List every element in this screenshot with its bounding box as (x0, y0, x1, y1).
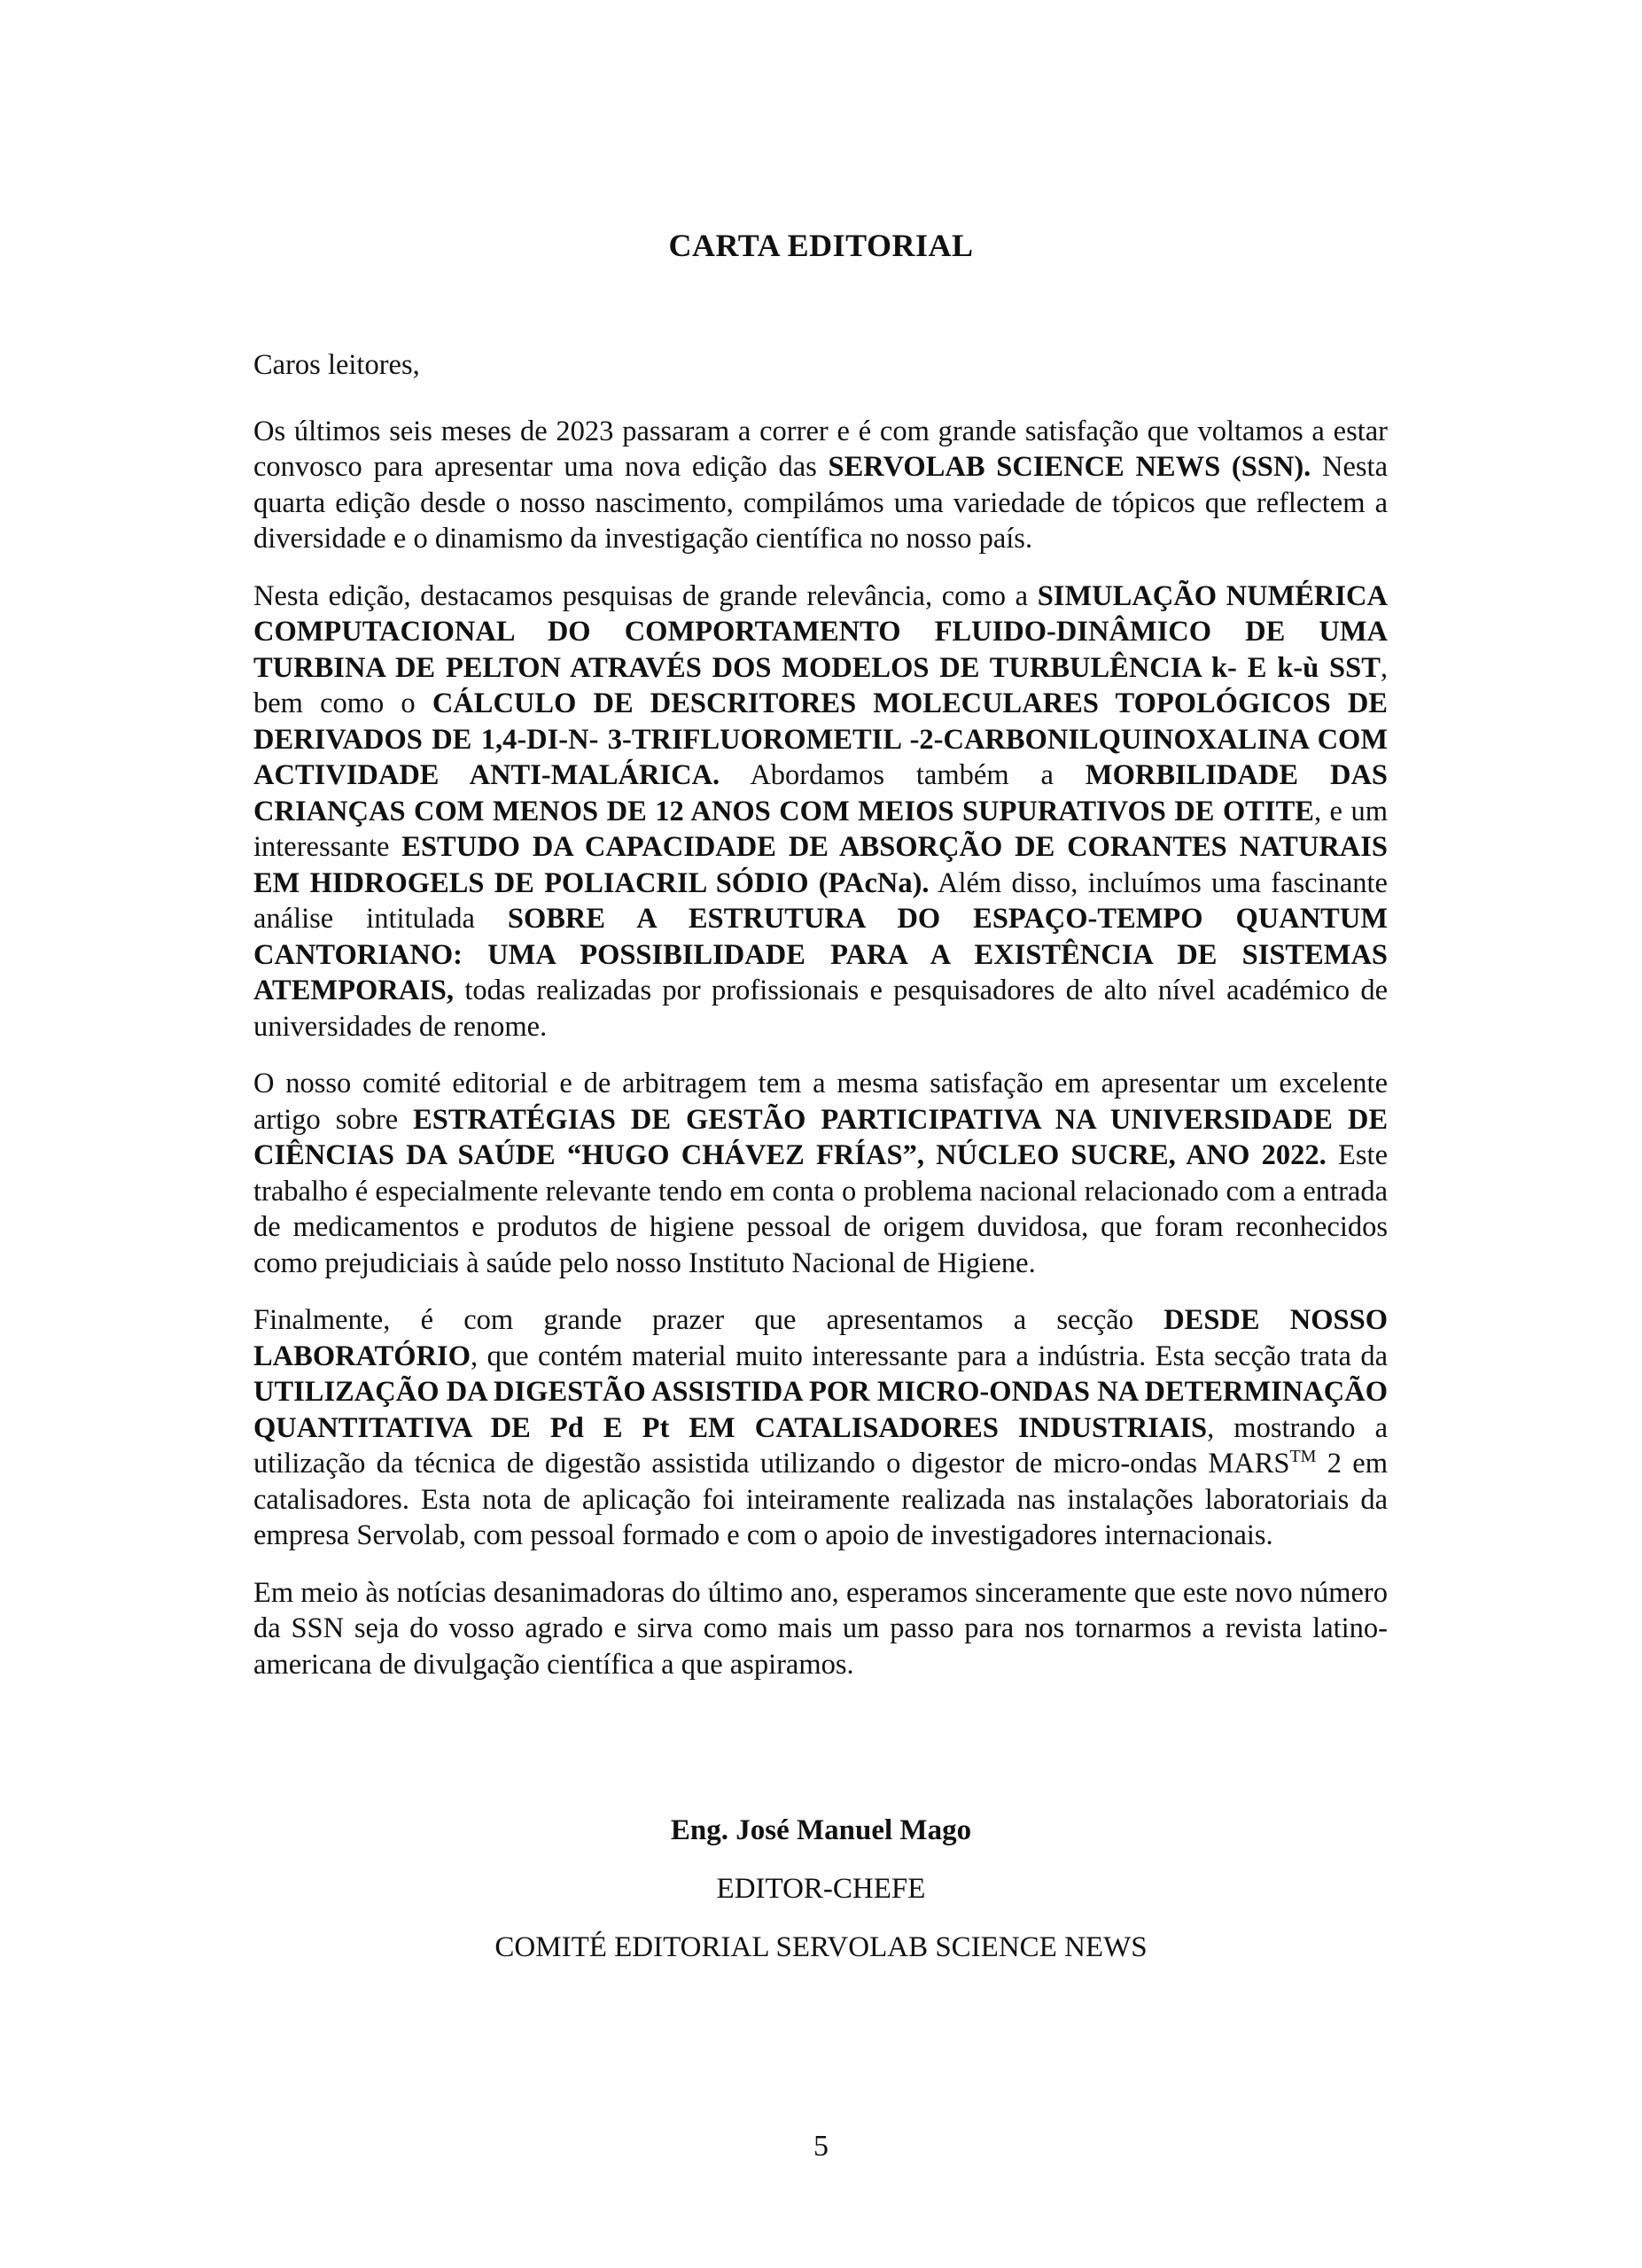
paragraph-laboratory (253, 1302, 1388, 1554)
letter-body (253, 347, 1388, 1704)
signature-name: Eng. José Manuel Mago (670, 1814, 972, 1846)
bold-run: SERVOLAB SCIENCE NEWS (SSN). (828, 451, 1311, 483)
trademark-superscript: TM (1289, 1447, 1317, 1467)
text-run: 2 em catalisadores. Esta nota de aplicação foi inteiramente realizada nas instalações laboratoriais da empresa Servolab, com pessoal formado e com o apoio de investigadores internacionais. (253, 1448, 1388, 1551)
salutation: Caros leitores, (253, 349, 420, 381)
text-run: Nesta quarta edição desde o nosso nascimento, compilámos uma variedade de tópicos que reflectem a diversidade e o dinamismo da investigação científica no nosso país. (253, 451, 1389, 555)
text-run: Nesta edição, destacamos pesquisas de grande relevância, como a (253, 579, 1038, 612)
text-run: O nosso comité editorial e de arbitragem tem a mesma satisfação em apresentar um excelente artigo sobre (253, 1068, 1388, 1136)
paragraph-closing (253, 1575, 1388, 1683)
text-run: Os últimos seis meses de 2023 passaram a correr e é com grande satisfação que voltamos a estar convosco para apresentar uma nova edição das (253, 415, 1388, 483)
paragraph-highlights (253, 579, 1388, 1045)
bold-run: DESDE NOSSO LABORATÓRIO (253, 1304, 1388, 1372)
bold-run: CÁLCULO DE DESCRITORES MOLECULARES TOPOLÓGICOS DE DERIVADOS DE 1,4-DI-N- 3-TRIFLUOROMETIL -2-CARBONILQUINOXALINA COM ACTIVIDADE ANTI-MALÁRICA. (253, 687, 1388, 791)
signature-organization: COMITÉ EDITORIAL SERVOLAB SCIENCE NEWS (494, 1931, 1148, 1963)
bold-run: SIMULAÇÃO NUMÉRICA COMPUTACIONAL DO COMPORTAMENTO FLUIDO-DINÂMICO DE UMA TURBINA DE PELTON ATRAVÉS DOS MODELOS DE TURBULÊNCIA k- E k-ù SST (253, 579, 1388, 684)
text-run: , e um interessante (253, 795, 1388, 863)
bold-run: ESTUDO DA CAPACIDADE DE ABSORÇÃO DE CORANTES NATURAIS EM HIDROGELS DE POLIACRIL SÓDIO (PAcNa). (253, 831, 1388, 899)
bold-run: UTILIZAÇÃO DA DIGESTÃO ASSISTIDA POR MICRO-ONDAS NA DETERMINAÇÃO QUANTITATIVA DE Pd E Pt EM CATALISADORES INDUSTRIAIS (253, 1376, 1388, 1444)
paragraph-committee (253, 1066, 1388, 1281)
bold-run: ESTRATÉGIAS DE GESTÃO PARTICIPATIVA NA UNIVERSIDADE DE CIÊNCIAS DA SAÚDE “HUGO CHÁVEZ FRÍAS”, NÚCLEO SUCRE, ANO 2022. (253, 1103, 1388, 1171)
page-number: 5 (813, 2130, 829, 2163)
paragraph-intro (253, 414, 1388, 557)
text-run: , mostrando a utilização da técnica de digestão assistida utilizando o digestor de micro-ondas MARS (253, 1411, 1388, 1480)
page-title: CARTA EDITORIAL (668, 228, 974, 263)
bold-run: MORBILIDADE DAS CRIANÇAS COM MENOS DE 12 ANOS COM MEIOS SUPURATIVOS DE OTITE (253, 759, 1389, 827)
text-run: Abordamos também a (720, 759, 1086, 791)
bold-run: SOBRE A ESTRUTURA DO ESPAÇO-TEMPO QUANTUM CANTORIANO: UMA POSSIBILIDADE PARA A EXISTÊNCIA DE SISTEMAS ATEMPORAIS, (253, 903, 1388, 1006)
text-run: Em meio às notícias desanimadoras do último ano, esperamos sinceramente que este novo número da SSN seja do vosso agrado e sirva como mais um passo para nos tornarmos a revista latino-americana de divulgação científica a que aspiramos. (253, 1576, 1388, 1681)
text-run: , que contém material muito interessante para a indústria. Esta secção trata da (471, 1340, 1388, 1372)
text-run: Este trabalho é especialmente relevante tendo em conta o problema nacional relacionado com a entrada de medicamentos e produtos de higiene pessoal de origem duvidosa, que foram reconhecidos como prejudiciais à saúde pelo nosso Instituto Nacional de Higiene. (253, 1139, 1388, 1279)
text-run: Além disso, incluímos uma fascinante análise intitulada (253, 866, 1388, 935)
signature-role: EDITOR-CHEFE (716, 1873, 926, 1905)
text-run: , bem como o (253, 651, 1388, 719)
text-run: Finalmente, é com grande prazer que apresentamos a secção (253, 1304, 1164, 1336)
text-run: todas realizadas por profissionais e pesquisadores de alto nível académico de universidades de renome. (253, 975, 1388, 1043)
